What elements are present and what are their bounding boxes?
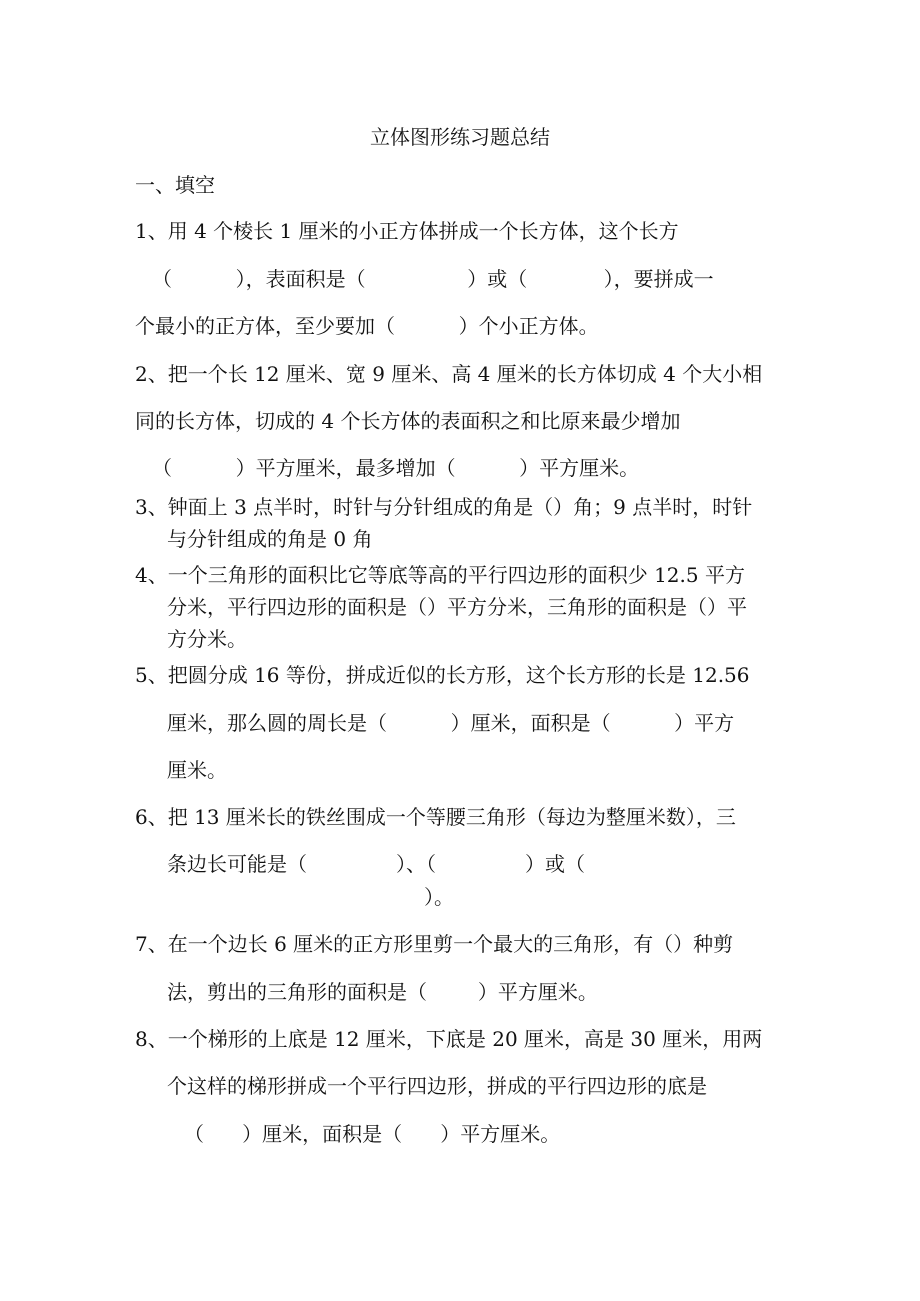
- question-3-line-1: 3、钟面上 3 点半时，时针与分针组成的角是（）角；9 点半时，时针: [135, 495, 753, 519]
- question-6-line-3: ）。: [424, 885, 454, 909]
- question-5-line-3: 厘米。: [167, 758, 227, 782]
- question-8-line-2: 个这样的梯形拼成一个平行四边形，拼成的平行四边形的底是: [167, 1074, 707, 1098]
- section-heading: 一、填空: [135, 173, 215, 197]
- page-title: 立体图形练习题总结: [370, 125, 550, 149]
- question-7-line-2: 法，剪出的三角形的面积是（ ）平方厘米。: [167, 980, 598, 1004]
- question-2-line-3: （ ）平方厘米，最多增加（ ）平方厘米。: [152, 456, 640, 480]
- question-2-line-1: 2、把一个长 12 厘米、宽 9 厘米、高 4 厘米的长方体切成 4 个大小相: [135, 362, 763, 386]
- question-6-line-2: 条边长可能是（ ）、（ ）或（: [167, 852, 586, 876]
- question-1-line-1: 1、用 4 个棱长 1 厘米的小正方体拼成一个长方体，这个长方: [135, 219, 679, 243]
- question-7-line-1: 7、在一个边长 6 厘米的正方形里剪一个最大的三角形，有（）种剪: [135, 932, 734, 956]
- question-6-line-1: 6、把 13 厘米长的铁丝围成一个等腰三角形（每边为整厘米数），三: [135, 805, 736, 829]
- question-8-line-3: （ ）厘米，面积是（ ）平方厘米。: [184, 1122, 561, 1146]
- question-4-line-3: 方分米。: [167, 627, 247, 651]
- question-5-line-2: 厘米，那么圆的周长是（ ）厘米，面积是（ ）平方: [167, 711, 735, 735]
- question-5-line-1: 5、把圆分成 16 等份，拼成近似的长方形，这个长方形的长是 12.56: [135, 663, 750, 687]
- question-8-line-1: 8、一个梯形的上底是 12 厘米，下底是 20 厘米，高是 30 厘米，用两: [135, 1027, 763, 1051]
- question-1-line-2: （ ），表面积是（ ）或（ ），要拼成一: [152, 267, 714, 291]
- question-2-line-2: 同的长方体，切成的 4 个长方体的表面积之和比原来最少增加: [135, 409, 681, 433]
- question-4-line-2: 分米，平行四边形的面积是（）平方分米，三角形的面积是（）平: [167, 595, 747, 619]
- question-4-line-1: 4、一个三角形的面积比它等底等高的平行四边形的面积少 12.5 平方: [135, 563, 745, 587]
- question-1-line-3: 个最小的正方体，至少要加（ ）个小正方体。: [135, 314, 599, 338]
- question-3-line-2: 与分针组成的角是 0 角: [167, 527, 373, 551]
